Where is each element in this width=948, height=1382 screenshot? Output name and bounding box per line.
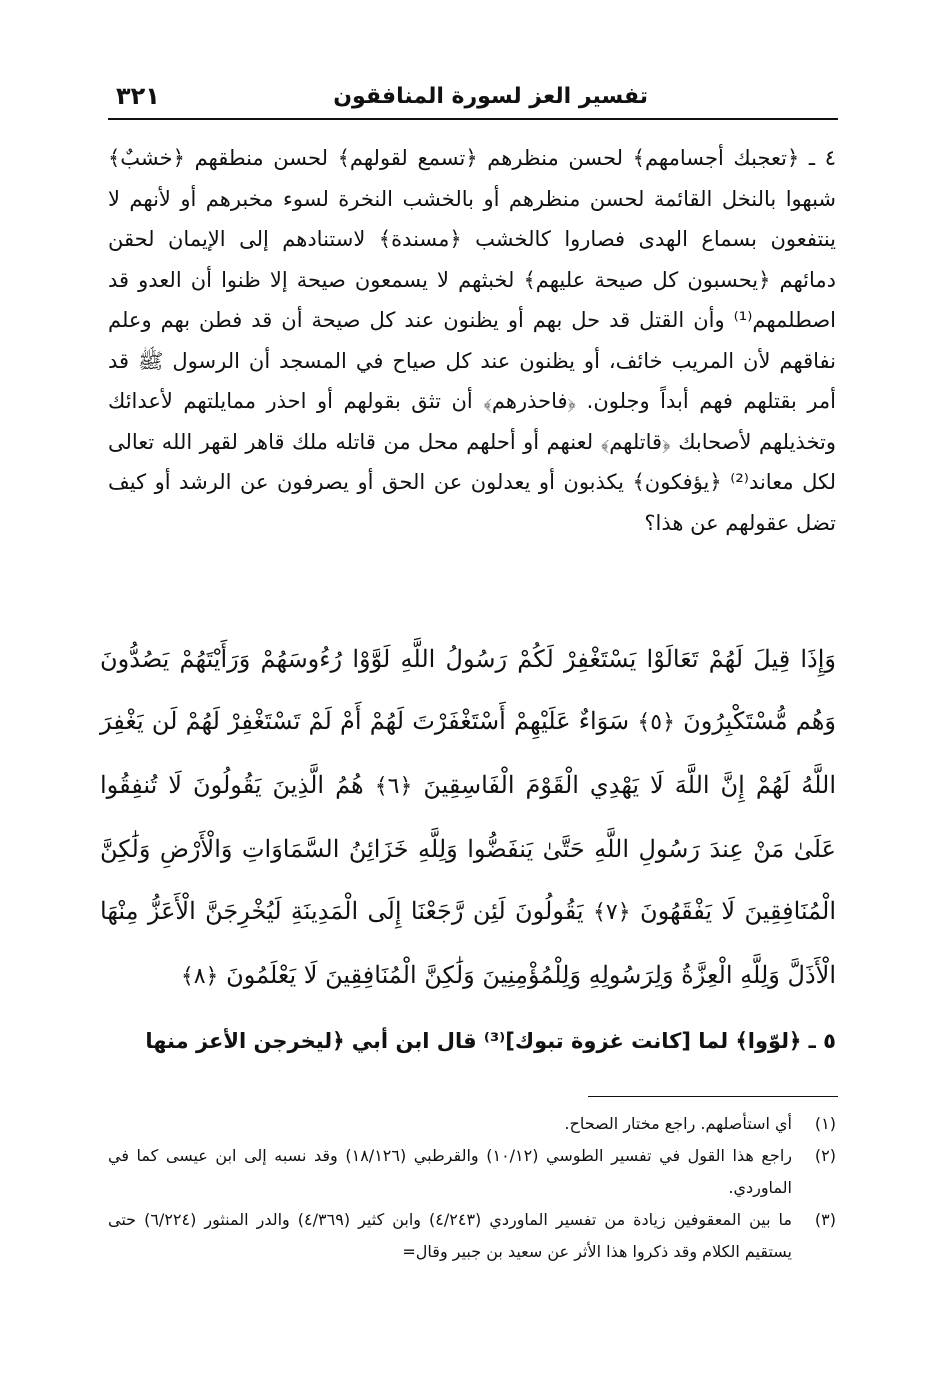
footnote-3 — [108, 1204, 836, 1268]
page-header — [108, 78, 838, 120]
footnote-text: راجع هذا القول في تفسير الطوسي (١٠/١٢) والقرطبي (١٨/١٢٦) وقد نسبه إلى ابن عيسى كما في الماوردي. — [108, 1146, 792, 1197]
ayah-number-7: ﴿٧﴾ — [592, 900, 631, 925]
verse-8-text: يَقُولُونَ لَئِن رَّجَعْنَا إِلَى الْمَدِينَةِ لَيُخْرِجَنَّ الْأَعَزُّ مِنْهَا الْأَذَلَّ وَلِلَّهِ الْعِزَّةُ وَلِرَسُولِهِ وَلِلْمُؤْمِنِينَ وَلَٰكِنَّ الْمُنَافِقِينَ لَا يَعْلَمُونَ — [100, 897, 836, 989]
footnote-2 — [108, 1140, 836, 1204]
ayah-number-6: ﴿٦﴾ — [374, 774, 413, 799]
section-5 — [108, 1024, 836, 1058]
footnote-number: (١) — [814, 1114, 836, 1133]
footnote-1 — [108, 1108, 836, 1140]
section-5-text: ٥ ـ ﴿لوّوا﴾ لما [كانت غزوة تبوك]⁽³⁾ قال ابن أبي ﴿ليخرجن الأعز منها — [145, 1029, 836, 1053]
tafsir-paragraph — [108, 138, 836, 543]
footnote-number: (٣) — [814, 1210, 836, 1229]
verse-7-text: هُمُ الَّذِينَ يَقُولُونَ لَا تُنفِقُوا عَلَىٰ مَنْ عِندَ رَسُولِ اللَّهِ حَتَّىٰ يَنفَضُّوا وَلِلَّهِ خَزَائِنُ السَّمَاوَاتِ وَالْأَرْضِ وَلَٰكِنَّ الْمُنَافِقِينَ لَا يَفْقَهُونَ — [100, 771, 837, 925]
footnote-text: ما بين المعقوفين زيادة من تفسير الماوردي (٤/٢٤٣) وابن كثير (٤/٣٦٩) والدر المنثور (٦/٢٢٤) حتى يستقيم الكلام وقد ذكروا هذا الأثر عن سعيد بن جبير وقال= — [108, 1210, 792, 1261]
verse-6-text: سَوَاءٌ عَلَيْهِمْ أَسْتَغْفَرْتَ لَهُمْ أَمْ لَمْ تَسْتَغْفِرْ لَهُمْ لَن يَغْفِرَ اللَّهُ لَهُمْ إِنَّ اللَّهَ لَا يَهْدِي الْقَوْمَ الْفَاسِقِينَ — [100, 707, 837, 799]
footnote-divider — [588, 1096, 838, 1097]
ayah-number-8: ﴿٨﴾ — [180, 964, 219, 989]
ayah-number-5: ﴿٥﴾ — [637, 710, 675, 735]
page-number: ٣٢١ — [116, 82, 160, 110]
running-title: تفسير العز لسورة المنافقون — [333, 84, 648, 109]
paragraph-4: ٤ ـ ﴿تعجبك أجسامهم﴾ لحسن منظرهم ﴿تسمع لقولهم﴾ لحسن منطقهم ﴿خشبٌ﴾ شبهوا بالنخل القائمة لحسن منظرهم أو بالخشب النخرة لسوء مخبرهم أو لأنهم لا ينتفعون بسماع الهدى فصاروا كالخشب ﴿مسندة﴾ لاستنادهم إلى الإيمان لحقن دمائهم ﴿يحسبون كل صيحة عليهم﴾ لخبثهم لا يسمعون صيحة إلا ظنوا أن العدو قد اصطلمهم⁽¹⁾ وأن القتل قد حل بهم أو يظنون عند كل صيحة أن قد فطن بهم وعلم نفاقهم لأن المريب خائف، أو يظنون عند كل صياح في المسجد أن الرسول ﷺ قد أمر بقتلهم فهم أبداً وجلون. ﴿فاحذرهم﴾ أن تثق بقولهم أو احذر ممايلتهم لأعدائك وتخذيلهم لأصحابك ﴿قاتلهم﴾ لعنهم أو أحلهم محل من قاتله ملك قاهر لقهر الله تعالى لكل معاند⁽²⁾ ﴿يؤفكون﴾ يكذبون أو يعدلون عن الحق أو يصرفون عن الرشد أو كيف تضل عقولهم عن هذا؟ — [108, 146, 836, 535]
verse-5-text: وَإِذَا قِيلَ لَهُمْ تَعَالَوْا يَسْتَغْفِرْ لَكُمْ رَسُولُ اللَّهِ لَوَّوْا رُءُوسَهُمْ وَرَأَيْتَهُمْ يَصُدُّونَ وَهُم مُّسْتَكْبِرُونَ — [100, 645, 837, 735]
footnotes — [108, 1108, 836, 1268]
footnote-number: (٢) — [814, 1146, 836, 1165]
footnote-text: أي استأصلهم. راجع مختار الصحاح. — [564, 1114, 792, 1133]
quran-verses — [100, 628, 836, 1008]
